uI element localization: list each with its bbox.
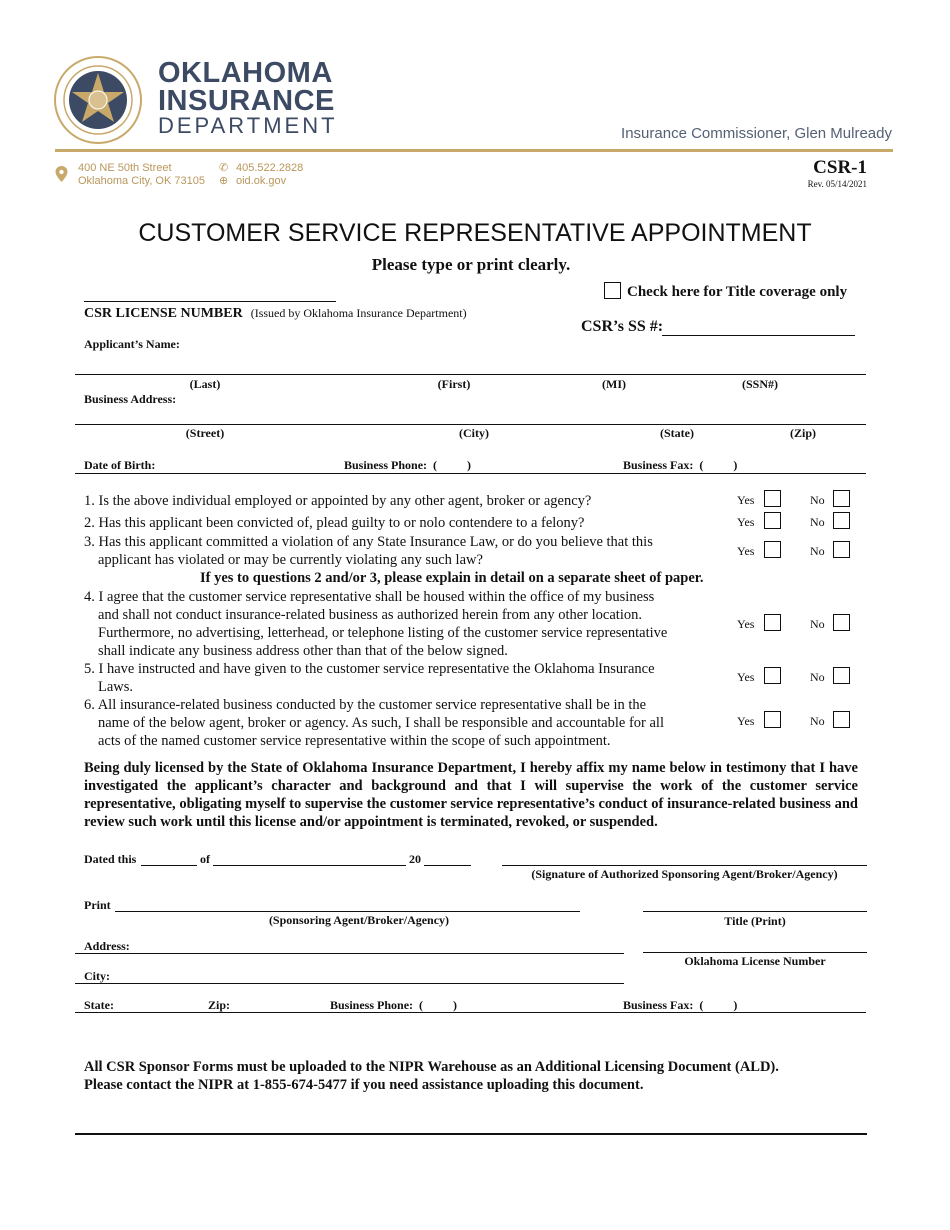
q5-yes-checkbox[interactable] (764, 667, 781, 684)
ok-license-line[interactable] (643, 952, 867, 953)
q1-no-checkbox[interactable] (833, 490, 850, 507)
form-revision: Rev. 05/14/2021 (807, 179, 867, 189)
question-6-line1: 6. All insurance-related business conducted by the customer service representative shall be in the (84, 697, 647, 713)
address-label: Address: (84, 939, 130, 953)
footer-rule (75, 1133, 867, 1135)
signature-line[interactable] (502, 865, 867, 866)
question-3-line2: applicant has violated or may be currently violating any such law? (98, 552, 483, 568)
q3-yes-checkbox[interactable] (764, 541, 781, 558)
license-number-input[interactable] (84, 301, 336, 302)
business-address-label: Business Address: (84, 392, 177, 406)
sponsor-city-input[interactable] (75, 983, 624, 984)
phone-number: 405.522.2828 (236, 162, 304, 174)
phone-icon: ✆ (219, 162, 229, 174)
org-name-line2: INSURANCE (158, 85, 335, 117)
business-phone-label: Business Phone: ( ) (344, 458, 472, 472)
sponsor-address-input[interactable] (75, 953, 624, 954)
license-label: CSR LICENSE NUMBER (84, 306, 243, 321)
print-label: Print (84, 898, 111, 912)
question-4-line2: and shall not conduct insurance-related business as authorized herein from any other location. (98, 607, 642, 623)
attestation-paragraph: Being duly licensed by the State of Oklahoma Insurance Department, I hereby affix my name below in testimony that I have investigated the applicant’s character and background and that I will supervise the work of the customer service representative, obligating myself to supervise the customer service representative’s conduct of insurance-related business and review such work until this license and/or appointment is terminated, revoked, or suspended. (84, 760, 858, 830)
q6-no-label: No (810, 714, 825, 728)
q4-yes-checkbox[interactable] (764, 614, 781, 631)
title-print-line[interactable] (643, 911, 867, 912)
q3-yes-label: Yes (737, 544, 755, 558)
sponsor-state-zip-line[interactable] (75, 1012, 866, 1013)
form-subtitle: Please type or print clearly. (371, 255, 571, 274)
q4-no-checkbox[interactable] (833, 614, 850, 631)
q5-yes-label: Yes (737, 670, 755, 684)
q2-yes-label: Yes (737, 515, 755, 529)
form-title: CUSTOMER SERVICE REPRESENTATIVE APPOINTMENT (138, 219, 812, 247)
dob-label: Date of Birth: (84, 458, 156, 472)
dated-month-input[interactable] (213, 865, 406, 866)
address-street-label: (Street) (185, 426, 225, 440)
sponsor-label: (Sponsoring Agent/Broker/Agency) (268, 913, 450, 927)
zip-label: Zip: (208, 998, 231, 1012)
q1-no-label: No (810, 493, 825, 507)
question-3-line1: 3. Has this applicant committed a violation of any State Insurance Law, or do you believe that this (84, 534, 653, 550)
q6-yes-checkbox[interactable] (764, 711, 781, 728)
address-city-label: (City) (459, 426, 489, 440)
q3-no-label: No (810, 544, 825, 558)
question-6-line2: name of the below agent, broker or agency. As such, I shall be responsible and accountable for all (98, 715, 664, 731)
year-label: 20 (409, 852, 421, 866)
q6-no-checkbox[interactable] (833, 711, 850, 728)
name-ssn-label: (SSN#) (741, 377, 778, 391)
question-1: 1. Is the above individual employed or appointed by any other agent, broker or agency? (84, 493, 592, 509)
question-2: 2. Has this applicant been convicted of, plead guilty to or nolo contendere to a felony? (84, 515, 585, 531)
title-coverage-checkbox[interactable] (604, 282, 621, 299)
address-zip-label: (Zip) (789, 426, 816, 440)
dated-day-input[interactable] (141, 865, 197, 866)
name-last-label: (Last) (189, 377, 221, 391)
location-pin-icon (55, 166, 68, 187)
commissioner-name: Insurance Commissioner, Glen Mulready (621, 125, 892, 142)
question-4-line3: Furthermore, no advertising, letterhead, or telephone listing of the customer service representative (98, 625, 668, 641)
of-label: of (200, 852, 210, 866)
q1-yes-checkbox[interactable] (764, 490, 781, 507)
q2-no-checkbox[interactable] (833, 512, 850, 529)
q2-no-label: No (810, 515, 825, 529)
q5-no-label: No (810, 670, 825, 684)
q1-yes-label: Yes (737, 493, 755, 507)
address-street: 400 NE 50th Street (78, 162, 172, 174)
q6-yes-label: Yes (737, 714, 755, 728)
footer-note-line2: Please contact the NIPR at 1-855-674-5477 if you need assistance uploading this document. (84, 1077, 644, 1093)
address-city: Oklahoma City, OK 73105 (78, 175, 205, 187)
business-fax-label: Business Fax: ( ) (623, 458, 738, 472)
form-id: CSR-1 (813, 157, 867, 178)
org-name-line3: DEPARTMENT (158, 113, 338, 138)
q5-no-checkbox[interactable] (833, 667, 850, 684)
footer-note-line1: All CSR Sponsor Forms must be uploaded to the NIPR Warehouse as an Additional Licensing Document (ALD). (84, 1059, 779, 1075)
explain-note: If yes to questions 2 and/or 3, please explain in detail on a separate sheet of paper. (200, 570, 704, 586)
print-name-input[interactable] (115, 911, 580, 912)
sponsor-fax-label: Business Fax: ( ) (623, 998, 738, 1012)
dated-this-label: Dated this (84, 852, 137, 866)
name-first-label: (First) (437, 377, 471, 391)
state-label: State: (84, 998, 114, 1012)
question-5-line2: Laws. (98, 679, 134, 695)
title-coverage-label: Check here for Title coverage only (627, 284, 848, 300)
q2-yes-checkbox[interactable] (764, 512, 781, 529)
address-state-label: (State) (660, 426, 694, 440)
question-4-line4: shall indicate any business address other than that of the below signed. (98, 643, 508, 659)
website: oid.ok.gov (236, 175, 287, 187)
business-address-line[interactable] (75, 424, 866, 425)
ss-number-input[interactable] (662, 335, 855, 336)
header-rule (55, 149, 893, 152)
city-label: City: (84, 969, 110, 983)
ss-label: CSR’s SS #: (581, 318, 664, 335)
q4-yes-label: Yes (737, 617, 755, 631)
q3-no-checkbox[interactable] (833, 541, 850, 558)
question-6-line3: acts of the named customer service representative within the scope of such appointment. (98, 733, 611, 749)
sponsor-phone-label: Business Phone: ( ) (330, 998, 458, 1012)
name-mi-label: (MI) (602, 377, 626, 391)
applicant-name-line[interactable] (75, 374, 866, 375)
applicant-section-rule (75, 473, 866, 474)
q4-no-label: No (810, 617, 825, 631)
question-4-line1: 4. I agree that the customer service representative shall be housed within the office of my business (84, 589, 655, 605)
dated-year-input[interactable] (424, 865, 471, 866)
applicant-name-label: Applicant’s Name: (84, 337, 180, 351)
signature-label: (Signature of Authorized Sponsoring Agent/Broker/Agency) (531, 867, 838, 881)
globe-icon: ⊕ (219, 175, 229, 187)
oid-seal (53, 55, 143, 145)
license-label-row (84, 304, 467, 322)
org-name-line1: OKLAHOMA (158, 57, 333, 89)
title-print-label: Title (Print) (724, 914, 786, 928)
ok-license-label: Oklahoma License Number (684, 954, 826, 968)
license-note: (Issued by Oklahoma Insurance Department) (250, 306, 467, 320)
question-5-line1: 5. I have instructed and have given to the customer service representative the Oklahoma Insurance (84, 661, 655, 677)
